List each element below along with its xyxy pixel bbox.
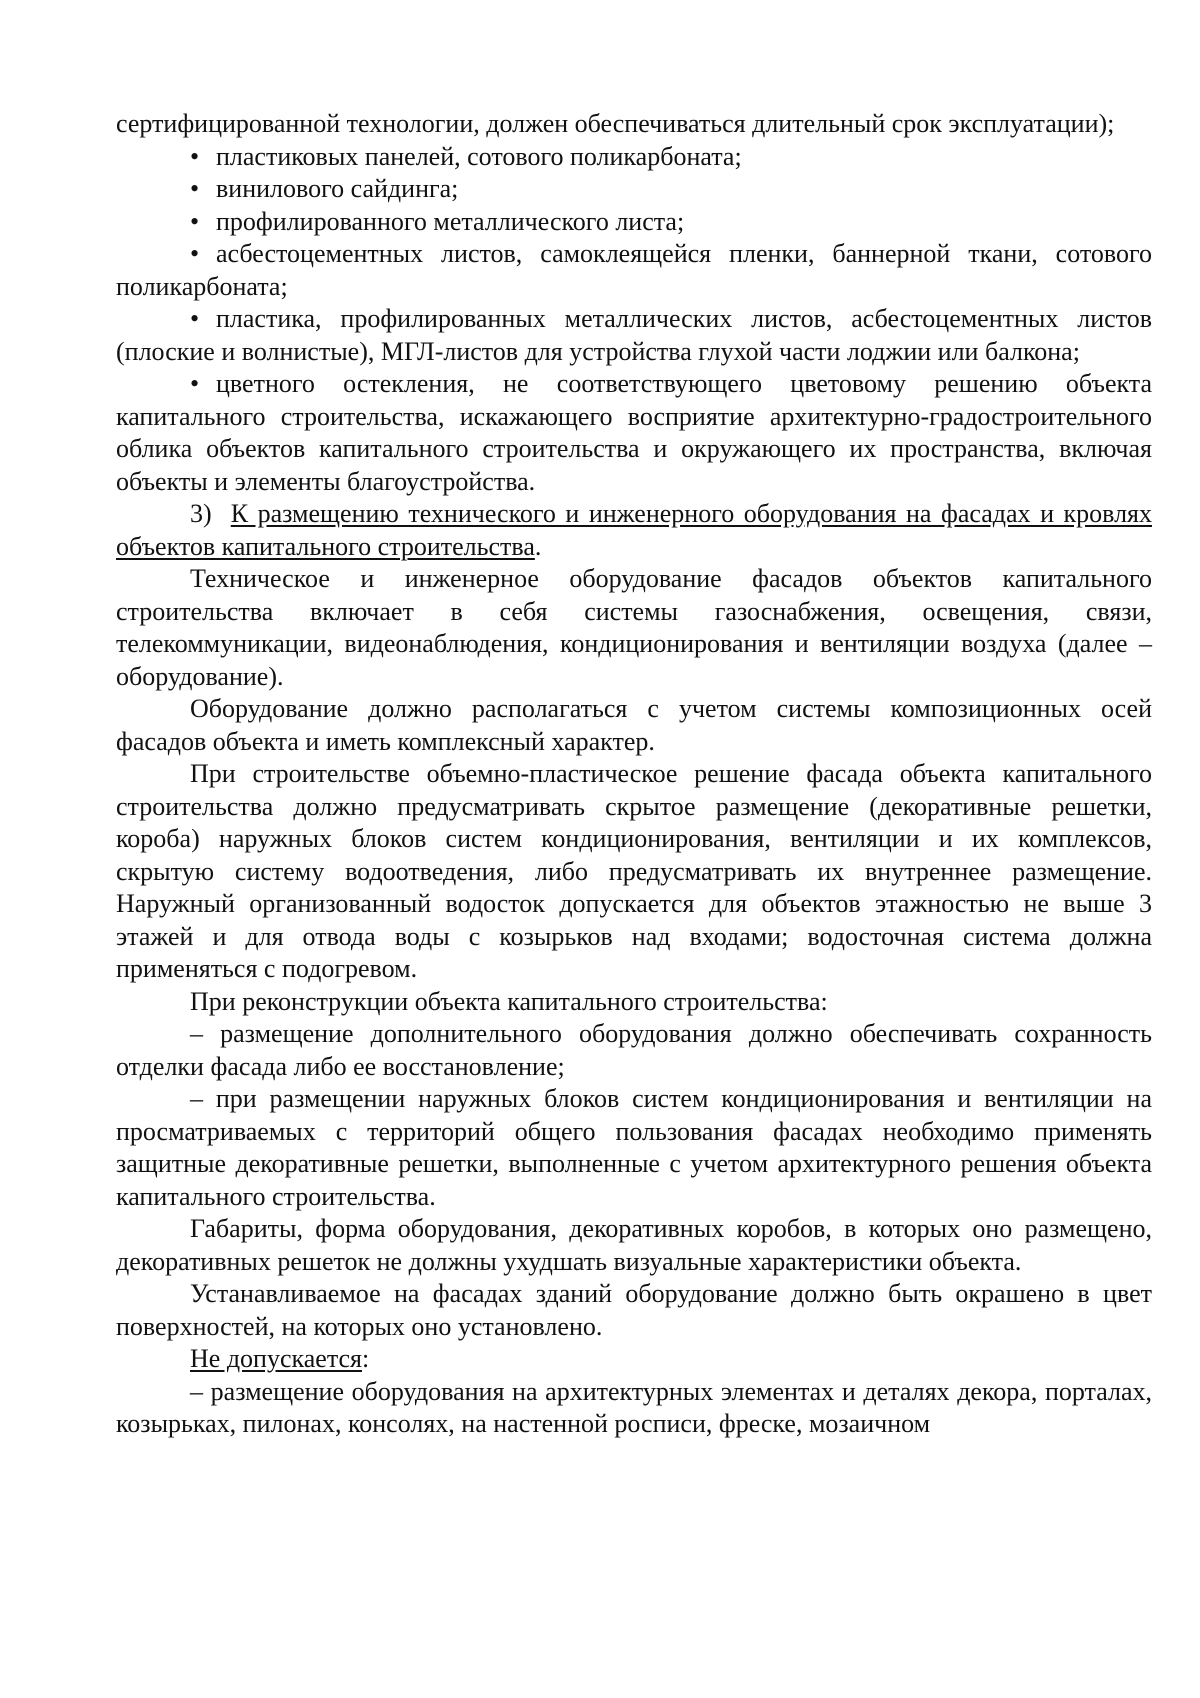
not-allowed-label: Не допускается bbox=[190, 1344, 362, 1373]
composition-axes-paragraph: Оборудование должно располагаться с учетом системы композиционных осей фасадов объекта и иметь комплексный характер. bbox=[116, 694, 1152, 756]
section-number: 3) bbox=[190, 499, 212, 528]
section-title: К размещению технического и инженерного оборудования на фасадах и кровлях объектов капитального строительства bbox=[116, 499, 1153, 561]
bullet-item bbox=[116, 141, 1152, 174]
not-allowed-colon: : bbox=[362, 1344, 370, 1373]
bullet-text: асбестоцементных листов, самоклеящейся пленки, баннерной ткани, сотового поликарбоната; bbox=[116, 239, 1152, 301]
bullet-icon: • bbox=[190, 174, 200, 203]
last-paragraph: – размещение оборудования на архитектурных элементах и деталях декора, порталах, козырьках, пилонах, консолях, на настенной росписи, фреске, мозаичном bbox=[116, 1376, 1152, 1438]
section-3-heading bbox=[116, 498, 1152, 563]
reconstruction-paragraph: При реконструкции объекта капитального строительства: bbox=[190, 986, 828, 1016]
bullet-text: профилированного металлического листа; bbox=[216, 206, 685, 236]
bullet-icon: • bbox=[190, 206, 200, 236]
continuation-paragraph: сертифицированной технологии, должен обеспечиваться длительный срок эксплуатации); bbox=[116, 109, 1115, 138]
bullet-text: пластика, профилированных металлических листов, асбестоцементных листов (плоские и волнистые), МГЛ-листов для устройства глухой части лоджии или балкона; bbox=[116, 304, 1152, 366]
bullet-icon: • bbox=[190, 304, 200, 333]
bullet-text: пластиковых панелей, сотового поликарбоната; bbox=[216, 141, 742, 171]
dash-item: – размещение дополнительного оборудования должно обеспечивать сохранность отделки фасада либо ее восстановление; bbox=[116, 1019, 1152, 1081]
document-page bbox=[116, 108, 1152, 1441]
bullet-item bbox=[116, 303, 1152, 368]
section-title-period: . bbox=[534, 531, 542, 561]
equipment-definition-paragraph: Техническое и инженерное оборудование фасадов объектов капитального строительства включает в себя системы газоснабжения, освещения, связи, телекоммуникации, видеонаблюдения, кондиционирования и вентиляции воздуха (далее – оборудование). bbox=[116, 564, 1152, 691]
dash-item: – при размещении наружных блоков систем кондиционирования и вентиляции на просматриваемых с территорий общего пользования фасадах необходимо применять защитные декоративные решетки, выполненные с учетом архитектурного решения объекта капитального строительства. bbox=[116, 1084, 1152, 1211]
construction-paragraph: При строительстве объемно-пластическое решение фасада объекта капитального строительства должно предусматривать скрытое размещение (декоративные решетки, короба) наружных блоков систем кондиционирования, вентиляции и их комплексов, скрытую систему водоотведения, либо предусматривать их внутреннее размещение. Наружный организованный водосток допускается для объектов этажностью не выше 3 этажей и для отвода воды с козырьков над входами; водосточная система должна применяться с подогревом. bbox=[116, 759, 1152, 983]
paint-paragraph: Устанавливаемое на фасадах зданий оборудование должно быть окрашено в цвет поверхностей, на которых оно установлено. bbox=[116, 1279, 1152, 1341]
dimensions-paragraph: Габариты, форма оборудования, декоративных коробов, в которых оно размещено, декоративных решеток не должны ухудшать визуальные характеристики объекта. bbox=[116, 1214, 1152, 1276]
bullet-icon: • bbox=[190, 369, 200, 398]
bullet-icon: • bbox=[190, 141, 200, 171]
bullet-item bbox=[116, 206, 1152, 239]
bullet-item bbox=[116, 238, 1152, 303]
bullet-item bbox=[116, 173, 1152, 206]
bullet-icon: • bbox=[190, 239, 200, 268]
bullet-item bbox=[116, 368, 1152, 498]
not-allowed-heading bbox=[116, 1343, 1152, 1376]
bullet-text: цветного остекления, не соответствующего цветовому решению объекта капитального строительства, искажающего восприятие архитектурно-градостроительного облика объектов капитального строительства и окружающего их пространства, включая объекты и элементы благоустройства. bbox=[116, 369, 1152, 496]
bullet-text: винилового сайдинга; bbox=[216, 174, 459, 203]
